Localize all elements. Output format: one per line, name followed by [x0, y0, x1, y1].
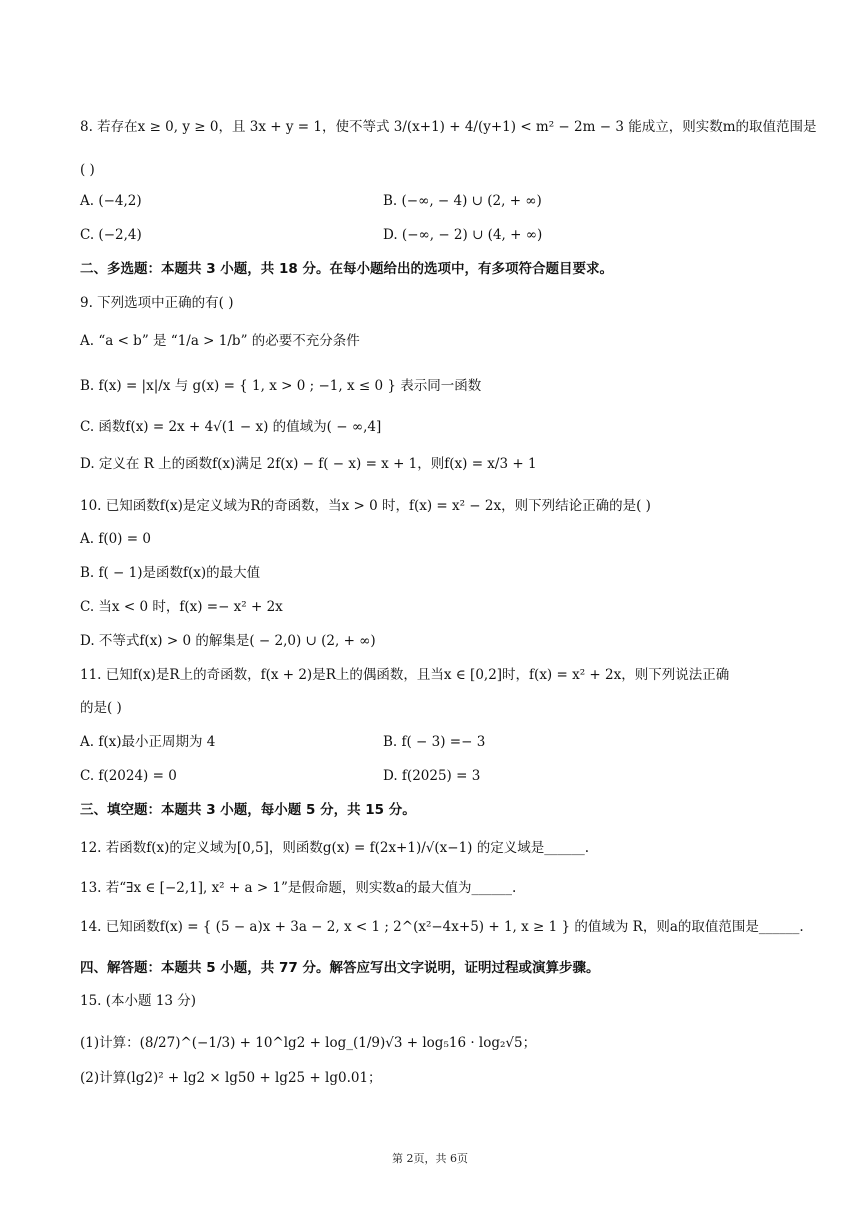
q8-option-d: D. (−∞, − 2) ∪ (4, + ∞) — [383, 227, 543, 243]
section-fill-in: 三、填空题：本题共 3 小题，每小题 5 分，共 15 分。 — [80, 802, 416, 818]
q8-option-b: B. (−∞, − 4) ∪ (2, + ∞) — [383, 193, 542, 209]
q15-heading: 15. (本小题 13 分) — [80, 993, 197, 1009]
q11-option-a: A. f(x)最小正周期为 4 — [80, 734, 216, 750]
q15-part2: (2)计算(lg2)² + lg2 × lg50 + lg25 + lg0.01； — [80, 1070, 382, 1086]
section-answer-questions: 四、解答题：本题共 5 小题，共 77 分。解答应写出文字说明，证明过程或演算步骤。 — [80, 960, 600, 976]
q8-option-c: C. (−2,4) — [80, 227, 142, 243]
q10-option-a: A. f(0) = 0 — [80, 531, 151, 547]
q9-stem: 9. 下列选项中正确的有( ) — [80, 295, 234, 311]
q14: 14. 已知函数f(x) = { (5 − a)x + 3a − 2, x < 1 ; 2^(x²−4x+5) + 1, x ≥ 1 } 的值域为 R，则a的取值范围是______. — [80, 919, 804, 935]
q10-option-d: D. 不等式f(x) > 0 的解集是( − 2,0) ∪ (2, + ∞) — [80, 633, 376, 649]
page-footer: 第 2页，共 6页 — [392, 1152, 468, 1165]
q9-option-d: D. 定义在 R 上的函数f(x)满足 2f(x) − f( − x) = x + 1，则f(x) = x/3 + 1 — [80, 456, 537, 472]
q8-stem: 8. 若存在x ≥ 0, y ≥ 0，且 3x + y = 1，使不等式 3/(x+1) + 4/(y+1) < m² − 2m − 3 能成立，则实数m的取值范围是 — [80, 119, 817, 135]
q8-option-a: A. (−4,2) — [80, 193, 142, 209]
q15-part1: (1)计算：(8/27)^(−1/3) + 10^lg2 + log_(1/9)√3 + log₅16 · log₂√5； — [80, 1035, 537, 1051]
q9-option-c: C. 函数f(x) = 2x + 4√(1 − x) 的值域为( − ∞,4] — [80, 419, 382, 435]
section-multiple-choice: 二、多选题：本题共 3 小题，共 18 分。在每小题给出的选项中，有多项符合题目要求。 — [80, 261, 613, 277]
q10-option-c: C. 当x < 0 时，f(x) =− x² + 2x — [80, 599, 283, 615]
q11-stem-line1: 11. 已知f(x)是R上的奇函数，f(x + 2)是R上的偶函数，且当x ∈ [0,2]时，f(x) = x² + 2x，则下列说法正确 — [80, 667, 730, 683]
q8-answer-paren: ( ) — [80, 162, 95, 178]
q9-option-b: B. f(x) = |x|/x 与 g(x) = { 1, x > 0 ; −1, x ≤ 0 } 表示同一函数 — [80, 378, 482, 394]
q10-stem: 10. 已知函数f(x)是定义域为R的奇函数，当x > 0 时，f(x) = x² − 2x，则下列结论正确的是( ) — [80, 498, 651, 514]
q13: 13. 若“∃x ∈ [−2,1], x² + a > 1”是假命题，则实数a的最大值为______. — [80, 880, 517, 896]
q9-option-a: A. “a < b” 是 “1/a > 1/b” 的必要不充分条件 — [80, 333, 360, 349]
q11-option-c: C. f(2024) = 0 — [80, 768, 177, 784]
q12: 12. 若函数f(x)的定义域为[0,5]，则函数g(x) = f(2x+1)/√(x−1) 的定义域是______. — [80, 840, 590, 856]
q11-option-b: B. f( − 3) =− 3 — [383, 734, 486, 750]
q11-stem-line2: 的是( ) — [80, 700, 122, 716]
q11-option-d: D. f(2025) = 3 — [383, 768, 481, 784]
q10-option-b: B. f( − 1)是函数f(x)的最大值 — [80, 565, 261, 581]
